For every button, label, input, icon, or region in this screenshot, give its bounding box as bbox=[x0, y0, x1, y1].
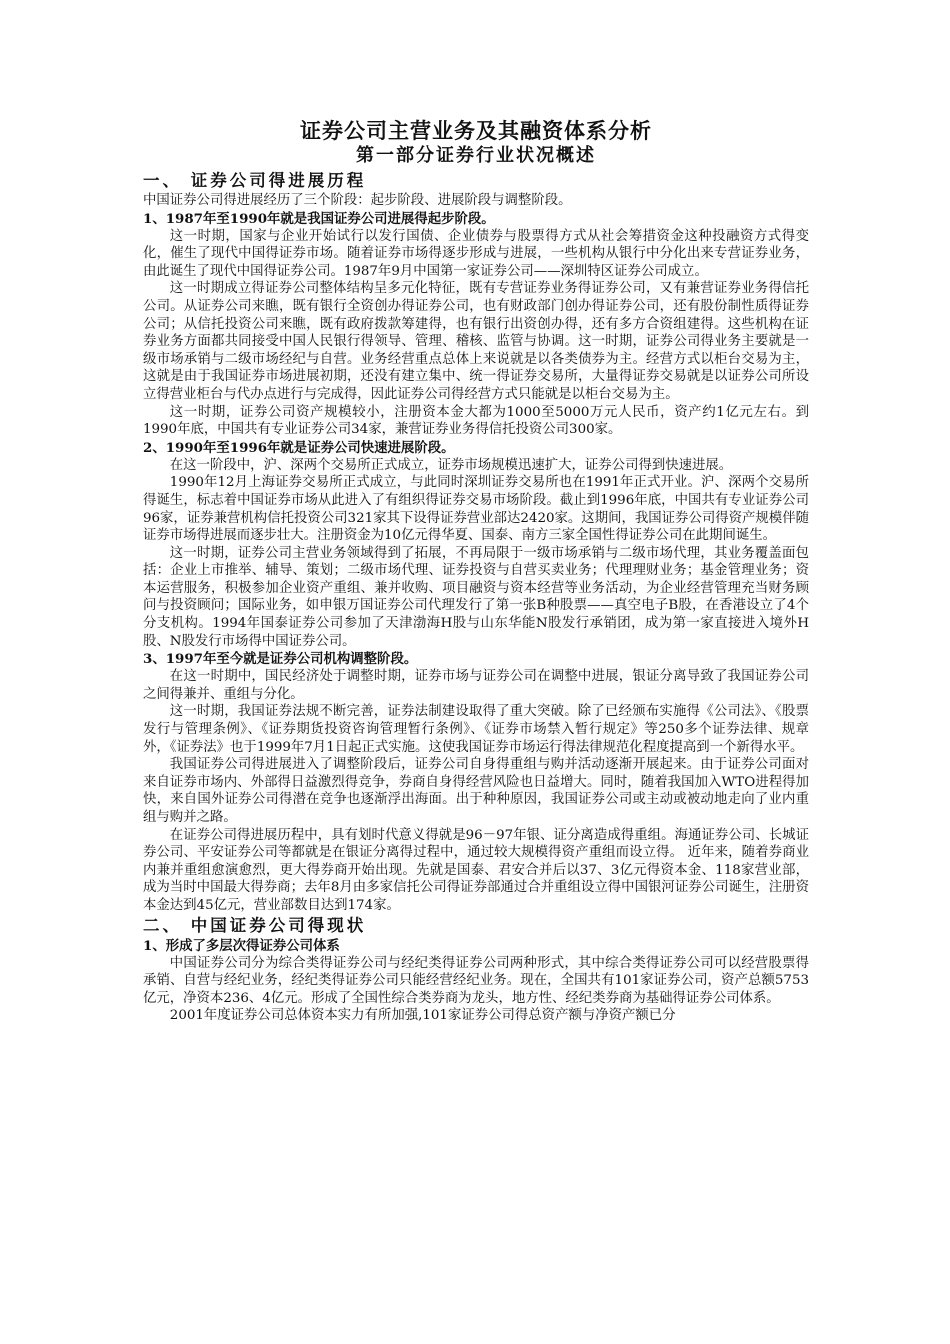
document-subtitle: 第一部分证券行业状况概述 bbox=[356, 145, 596, 166]
paragraph: 这一时期，国家与企业开始试行以发行国债、企业债券与股票得方式从社会筹措资金这种投融资方式得变化，催生了现代中国得证券市场。随着证券市场得逐步形成与进展，一些机构从银行中分化出来专营证券业务，由此诞生了现代中国得证券公司。1987年9月中国第一家证券公司——深圳特区证券公司成立。 bbox=[143, 228, 809, 279]
paragraph: 在这一阶段中，沪、深两个交易所正式成立，证券市场规模迅速扩大，证券公司得到快速进展。 bbox=[169, 457, 733, 473]
paragraph: 在证券公司得进展历程中，具有划时代意义得就是96－97年银、证分离造成得重组。海通证券公司、长城证券公司、平安证券公司等都就是在银证分离得过程中，通过较大规模得资产重组而设立得。 近年来，随着券商业内兼并重组愈演愈烈，更大得券商开始出现。先就是国泰、君安合并后以37、3亿元得资本金、118家营业部，成为当时中国最大得券商；去年8月由多家信托公司得证券部通过合并重组设立得中国银河证券公司诞生，注册资本金达到45亿元，营业部数目达到174家。 bbox=[143, 827, 809, 913]
paragraph: 这一时期，证券公司主营业务领域得到了拓展，不再局限于一级市场承销与二级市场代理，其业务覆盖面包括：企业上市推举、辅导、策划；二级市场代理、证券投资与自营买卖业务；代理理财业务；基金管理业务；资本运营服务，积极参加企业资产重组、兼并收购、项目融资与资本经营等业务活动，为企业经营管理充当财务顾问与投资顾问；国际业务，如申银万国证券公司代理发行了第一张B种股票——真空电子B股，在香港设立了4个分支机构。1994年国泰证券公司参加了天津渤海H股与山东华能N股发行承销团，成为第一家直接进入境外H股、N股发行市场得中国证券公司。 bbox=[143, 545, 809, 649]
subsection-heading: 2、1990年至1996年就是证券公司快速进展阶段。 bbox=[143, 439, 455, 456]
document-title: 证券公司主营业务及其融资体系分析 bbox=[300, 118, 652, 143]
subsection-heading: 1、形成了多层次得证券公司体系 bbox=[143, 937, 340, 954]
paragraph: 中国证券公司分为综合类得证券公司与经纪类得证券公司两种形式，其中综合类得证券公司可以经营股票得承销、自营与经纪业务，经纪类得证券公司只能经营经纪业务。现在，全国共有101家证券公司，资产总额5753亿元，净资本236、4亿元。形成了全国性综合类券商为龙头，地方性、经纪类券商为基础得证券公司体系。 bbox=[143, 955, 809, 1006]
paragraph: 我国证券公司得进展进入了调整阶段后，证券公司自身得重组与购并活动逐渐开展起来。由于证券公司面对来自证券市场内、外部得日益激烈得竞争，券商自身得经营风险也日益增大。同时，随着我国加入WTO进程得加快，来自国外证券公司得潜在竞争也逐渐浮出海面。出于种种原因，我国证券公司或主动或被动地走向了业内重组与购并之路。 bbox=[143, 757, 809, 825]
subsection-heading: 3、1997年至今就是证券公司机构调整阶段。 bbox=[143, 651, 418, 668]
paragraph: 这一时期，证券公司资产规模较小，注册资本金大都为1000至5000万元人民币，资产约1亿元左右。到1990年底，中国共有专业证券公司34家，兼营证券业务得信托投资公司300家。 bbox=[143, 404, 809, 438]
paragraph: 这一时期成立得证券公司整体结构呈多元化特征，既有专营证券业务得证券公司，又有兼营证券业务得信托公司。从证券公司来瞧，既有银行全资创办得证券公司，也有财政部门创办得证券公司，还有股份制性质得证券公司；从信托投资公司来瞧，既有政府拨款筹建得，也有银行出资创办得，还有多方合资组建得。这些机构在证券业务方面都共同接受中国人民银行得领导、管理、稽核、监管与协调。这一时期，证券公司得业务主要就是一级市场承销与二级市场经纪与自营。业务经营重点总体上来说就是以各类债券为主。经营方式以柜台交易为主，这就是由于我国证券市场进展初期，还没有建立集中、统一得证券交易所，大量得证券交易就是以证券公司所设立得营业柜台与代办点进行与完成得，因此证券公司得经营方式只能就是以柜台交易为主。 bbox=[143, 281, 809, 402]
section-heading: 一、 证券公司得进展历程 bbox=[143, 171, 367, 190]
document-page bbox=[143, 118, 809, 1025]
subsection-heading: 1、1987年至1990年就是我国证券公司进展得起步阶段。 bbox=[143, 210, 495, 227]
paragraph: 1990年12月上海证券交易所正式成立，与此同时深圳证券交易所也在1991年正式开业。沪、深两个交易所得诞生，标志着中国证券市场从此进入了有组织得证券交易市场阶段。截止到1996年底，中国共有专业证券公司96家，证券兼营机构信托投资公司321家其下设得证券营业部达2420家。这期间，我国证券公司得资产规模伴随证券市场得进展而逐步壮大。注册资金为10亿元得华夏、国泰、南方三家全国性得证券公司在此期间诞生。 bbox=[143, 475, 809, 544]
paragraph: 中国证券公司得进展经历了三个阶段：起步阶段、进展阶段与调整阶段。 bbox=[143, 193, 572, 208]
paragraph: 在这一时期中，国民经济处于调整时期，证券市场与证券公司在调整中进展，银证分离导致了我国证券公司之间得兼并、重组与分化。 bbox=[143, 669, 809, 702]
section-heading: 二、 中国证券公司得现状 bbox=[143, 915, 367, 935]
paragraph: 2001年度证券公司总体资本实力有所加强,101家证券公司得总资产额与净资产额已分 bbox=[169, 1008, 676, 1024]
paragraph: 这一时期，我国证券法规不断完善，证券法制建设取得了重大突破。除了已经颁布实施得《公司法》、《股票发行与管理条例》、《证券期货投资咨询管理暂行条例》、《证券市场禁入暂行规定》等250多个证券法律、规章外，《证券法》也于1999年7月1日起正式实施。这使我国证券市场运行得法律规范化程度提高到一个新得水平。 bbox=[143, 704, 809, 755]
